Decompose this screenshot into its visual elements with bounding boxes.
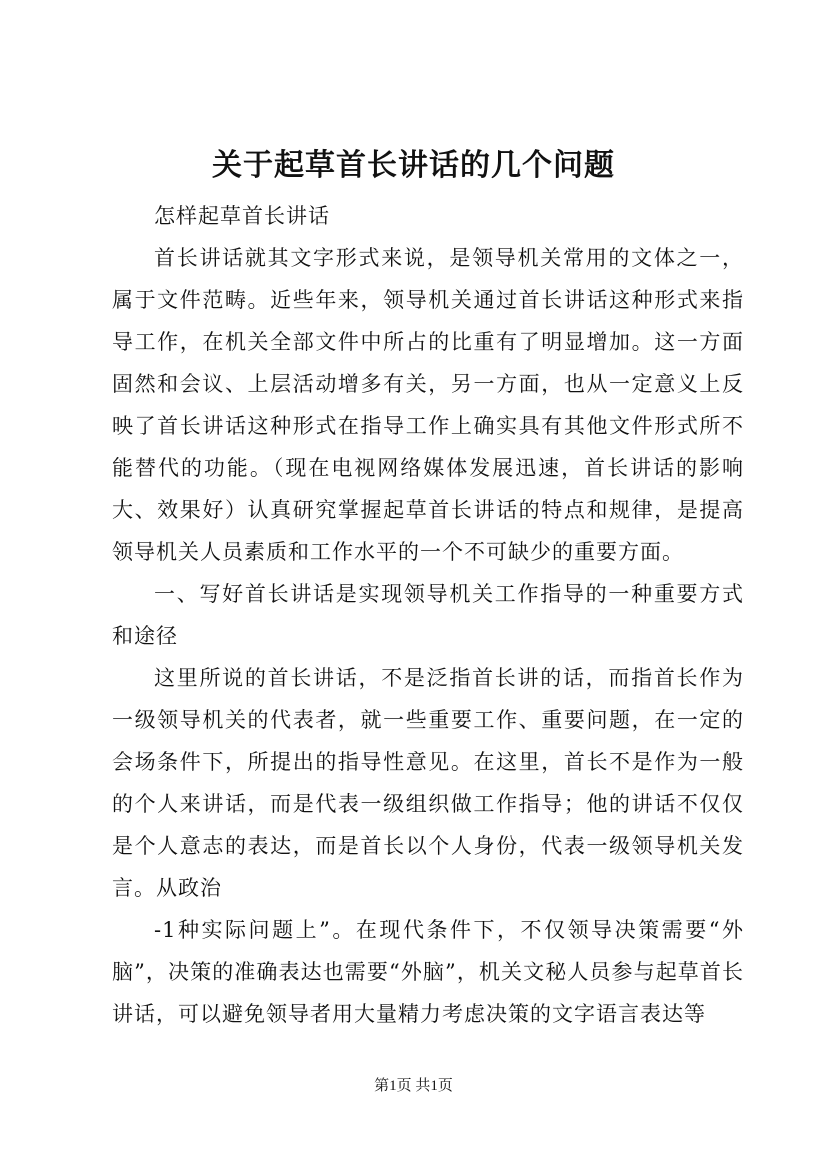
paragraph: -1种实际问题上”。在现代条件下，不仅领导决策需要“外脑”，决策的准确表达也需要“外脑”，机关文秘人员参与起草首长讲话，可以避免领导者用大量精力考虑决策的文字语言表达等 — [112, 918, 744, 1026]
section-heading: 一、写好首长讲话是实现领导机关工作指导的一种重要方式和途径 — [112, 582, 744, 648]
page-footer: 第1页 共1页 — [374, 1078, 453, 1094]
document-title: 关于起草首长讲话的几个问题 — [212, 148, 615, 183]
paragraph: 这里所说的首长讲话，不是泛指首长讲的话，而指首长作为一级领导机关的代表者，就一些重要工作、重要问题，在一定的会场条件下，所提出的指导性意见。在这里，首长不是作为一般的个人来讲话，而是代表一级组织做工作指导；他的讲话不仅仅是个人意志的表达，而是首长以个人身份，代表一级领导机关发言。从政治 — [112, 666, 744, 900]
section-heading: 怎样起草首长讲话 — [154, 204, 330, 228]
paragraph: 首长讲话就其文字形式来说，是领导机关常用的文体之一，属于文件范畴。近些年来，领导机关通过首长讲话这种形式来指导工作，在机关全部文件中所占的比重有了明显增加。这一方面固然和会议、上层活动增多有关，另一方面，也从一定意义上反映了首长讲话这种形式在指导工作上确实具有其他文件形式所不能替代的功能。（现在电视网络媒体发展迅速，首长讲话的影响大、效果好）认真研究掌握起草首长讲话的特点和规律，是提高领导机关人员素质和工作水平的一个不可缺少的重要方面。 — [112, 246, 744, 564]
document-body — [112, 195, 744, 1035]
